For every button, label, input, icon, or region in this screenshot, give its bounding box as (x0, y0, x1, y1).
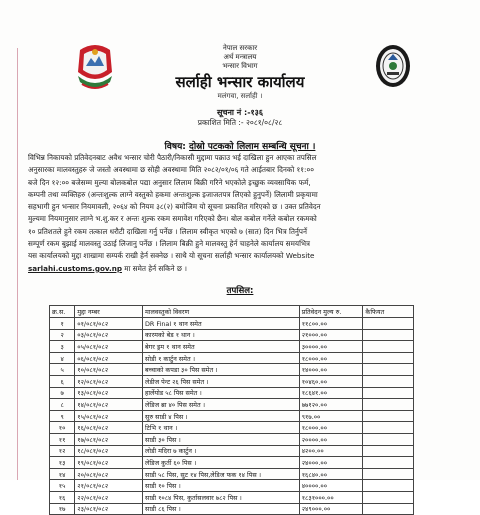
cell-price: ९१७.०० (299, 410, 363, 422)
cell-remarks (363, 422, 414, 434)
cell-description: सुरु साडी ४ पिस । (143, 410, 300, 422)
table-row (50, 491, 414, 503)
cell-remarks (363, 468, 414, 480)
cell-description: साडी १० पिस । (143, 480, 300, 492)
body-line: अनुसारका मालवस्तुहरु जे जस्तो अवस्थामा छ सोही अवस्थामा मिति २०८२/०१/०६ गते आईतबार दिनको ११:०० (28, 165, 314, 175)
cell-description: DR Final १ थान समेत (143, 318, 300, 330)
header-ministry: अर्थ मन्त्रालय (223, 53, 257, 61)
cell-sn: १५ (50, 480, 75, 492)
cell-price: ७७१२०.०० (299, 399, 363, 411)
cell-remarks (363, 433, 414, 445)
body-line: यस कार्यालयको मुद्दा शाखामा सम्पर्क राखी हेर्न सक्नेछ । साथै यो सूचना सर्लाही भन्सार कार्यालयको Website (28, 251, 315, 261)
cell-case-no: ०३/०८१/०८२ (75, 329, 143, 341)
table-row (50, 457, 414, 469)
cell-sn: १७ (50, 503, 75, 515)
website-link[interactable]: sarlahi.customs.gov.np (28, 263, 122, 273)
cell-sn: १ (50, 318, 75, 330)
header-govt: नेपाल सरकार (222, 44, 258, 52)
table-row (50, 364, 414, 376)
cell-case-no: २३/०८१/०८२ (75, 503, 143, 515)
cell-price: ४००००.०० (299, 480, 363, 492)
cell-remarks (363, 491, 414, 503)
cell-case-no: १३/०८१/०८२ (75, 387, 143, 399)
cell-sn: ८ (50, 399, 75, 411)
cell-sn: १२ (50, 445, 75, 457)
table-row (50, 433, 414, 445)
col-header-case-no: मुद्दा नम्बर (75, 306, 143, 318)
cell-case-no: ०५/०८१/०८२ (75, 341, 143, 353)
published-date: प्रकाशित मिति :- २०८१/०८/२८ (197, 118, 283, 127)
cell-case-no: १२/०८१/०८२ (75, 375, 143, 387)
cell-price: १४०००.०० (299, 364, 363, 376)
cell-price: २४०००.०० (299, 457, 363, 469)
cell-price: २००००.०० (299, 433, 363, 445)
cell-description: लेडीज पेन्ट २६ पिस समेत । (143, 375, 300, 387)
col-header-price: प्रतिवेदन मुल्य रु. (299, 306, 363, 318)
table-row (50, 375, 414, 387)
table-row (50, 387, 414, 399)
body-last-line-suffix: मा समेत हेर्न सकिने छ । (122, 263, 187, 273)
cell-description: साडी ५८ पिस, सुट १४ पिस,लेडिज फक १४ पिस । (143, 468, 300, 480)
cell-price: २४९०००.०० (299, 503, 363, 515)
cell-price: ४२००.०० (299, 445, 363, 457)
cell-sn: २ (50, 329, 75, 341)
table-row (50, 422, 414, 434)
table-row (50, 399, 414, 411)
subject-line (0, 139, 480, 152)
notice-body (28, 152, 442, 275)
cell-case-no: २२/०८१/०८२ (75, 491, 143, 503)
notice-number: सूचना नं :-१३६ (216, 108, 263, 117)
cell-description: हार्लेयोड ५८ पिस समेत । (143, 387, 300, 399)
cell-description: साडी १०८४ पिस, कुर्तासलवार ७८२ पिस । (143, 491, 300, 503)
cell-description: बेगर ड्रम १ थान समेत (143, 341, 300, 353)
cell-case-no: १८/०८१/०८२ (75, 445, 143, 457)
cell-sn: ९ (50, 410, 75, 422)
cell-description: कारमको बेड १ थान । (143, 329, 300, 341)
cell-remarks (363, 341, 414, 353)
cell-description: बच्चाको कपडा ३० पिस समेत । (143, 364, 300, 376)
cell-price: ३००००.०० (299, 341, 363, 353)
body-line: विभिन्न निकायको प्रतिवेदनबाट अवैध भन्सार चोरी पैठारी/निकासी मुद्दामा पक्राउ भई दाखिला हुन आएका तपसिल (28, 153, 317, 162)
cell-price: २१०००.०० (299, 329, 363, 341)
cell-price: १८३१०००.०० (299, 491, 363, 503)
cell-remarks (363, 480, 414, 492)
cell-remarks (363, 399, 414, 411)
header-address: मलंगवा, सर्लाही । (217, 92, 263, 100)
body-line: सम्पूर्ण रकम बुझाई मालवस्तु उठाई लिजानु पर्नेछ । लिलाम बिक्री हुने मालवस्तु हेर्न चाहनेले कार्यालय समयभित्र (28, 239, 310, 249)
cell-sn: १६ (50, 491, 75, 503)
table-row (50, 445, 414, 457)
table-header-row (50, 306, 414, 318)
body-line: कम्पनी तथा व्यक्तिहरु (अन्तःशुल्क लाग्ने वस्तुको हकमा अन्तःशुल्क इजाजतपत्र लिएको हुनुपर्ने) लिलामी प्रकृयामा (28, 189, 318, 199)
cell-sn: ४ (50, 352, 75, 364)
body-line: मुल्यमा नियमानुसार लाग्ने भ.शु.कर र अन्तः शुल्क रकम समावेश गरिएको छैन। बोल कबोल गर्नेले कबोल रकमको (28, 214, 317, 224)
cell-case-no: १४/०८१/०८२ (75, 399, 143, 411)
cell-case-no: ०६/०८१/०८२ (75, 352, 143, 364)
items-table (49, 305, 414, 515)
cell-sn: १० (50, 422, 75, 434)
cell-sn: ६ (50, 375, 75, 387)
cell-remarks (363, 375, 414, 387)
body-line: सहभागी हुन भन्सार नियमावली, २०६४ को नियम ३८(२) बमोजिम यो सूचना प्रकाशित गरिएको छ । उक्त प्रतिवेदन (28, 202, 321, 212)
cell-case-no: १६/०८१/०८२ (75, 422, 143, 434)
cell-case-no: १५/०८१/०८२ (75, 410, 143, 422)
cell-price: १६८४०.०० (299, 468, 363, 480)
cell-description: सोडी १ कार्टुन समेत । (143, 352, 300, 364)
cell-remarks (363, 457, 414, 469)
cell-case-no: १७/०८१/०८२ (75, 433, 143, 445)
cell-remarks (363, 410, 414, 422)
cell-sn: १४ (50, 468, 75, 480)
table-row (50, 352, 414, 364)
cell-case-no: १९/०८१/०८२ (75, 457, 143, 469)
cell-price: १८६४१.०० (299, 387, 363, 399)
body-last-line (28, 263, 442, 275)
table-row (50, 341, 414, 353)
table-row (50, 410, 414, 422)
cell-description: साडी ३० पिस । (143, 433, 300, 445)
cell-description: लेडिज ब्रा ४० पिस समेत । (143, 399, 300, 411)
cell-price: ११८००.०० (299, 318, 363, 330)
subject-prefix: विषय: (164, 142, 186, 152)
cell-sn: ५ (50, 364, 75, 376)
table-row (50, 468, 414, 480)
cell-case-no: ०१/०८१/०८२ (75, 318, 143, 330)
body-line: १० प्रतिशतले हुने रकम तत्काल धरौटी दाखिला गर्नु पर्नेछ । लिलाम स्वीकृत भएको ७ (सात) दिन भित्र तिर्नुपर्ने (28, 226, 307, 236)
col-header-sn: क्र.स. (50, 306, 75, 318)
cell-case-no: २०/०८१/०८२ (75, 468, 143, 480)
cell-description: लेडिज कुर्ती ६० पिस । (143, 457, 300, 469)
cell-description: लोडी मदिरा ७ कार्टुन । (143, 445, 300, 457)
cell-price: १८०००.०० (299, 352, 363, 364)
cell-case-no: १०/०८१/०८२ (75, 364, 143, 376)
cell-remarks (363, 352, 414, 364)
cell-remarks (363, 318, 414, 330)
cell-remarks (363, 445, 414, 457)
cell-sn: १३ (50, 457, 75, 469)
cell-remarks (363, 364, 414, 376)
cell-description: साडी ८६ पिस । (143, 503, 300, 515)
cell-sn: ३ (50, 341, 75, 353)
cell-sn: ११ (50, 433, 75, 445)
col-header-remarks: कैफियत (363, 306, 414, 318)
body-line: बजे दिन १२:०० बजेसम्म मुल्या बोलकबोल पद्या अनुसार लिलाम बिक्री गरिने भएकोले इच्छुक व्यवसायिक फर्म, (28, 177, 311, 187)
cell-price: १०४६०.०० (299, 375, 363, 387)
cell-remarks (363, 329, 414, 341)
cell-sn: ७ (50, 387, 75, 399)
cell-remarks (363, 387, 414, 399)
cell-remarks (363, 503, 414, 515)
annex-title: तपसिल: (226, 286, 254, 296)
cell-description: टिभि १ थान । (143, 422, 300, 434)
table-row (50, 480, 414, 492)
header-office-name: सर्लाही भन्सार कार्यालय (175, 73, 305, 91)
header-department: भन्सार विभाग (222, 62, 258, 70)
subject-title: दोस्रो पटकको लिलाम सम्बन्धि सूचना । (189, 142, 316, 152)
cell-price: १८०००.०० (299, 422, 363, 434)
table-row (50, 318, 414, 330)
cell-case-no: २१/०८१/०८२ (75, 480, 143, 492)
col-header-description: मालवस्तुको विवरण (143, 306, 300, 318)
table-row (50, 329, 414, 341)
table-row (50, 503, 414, 515)
